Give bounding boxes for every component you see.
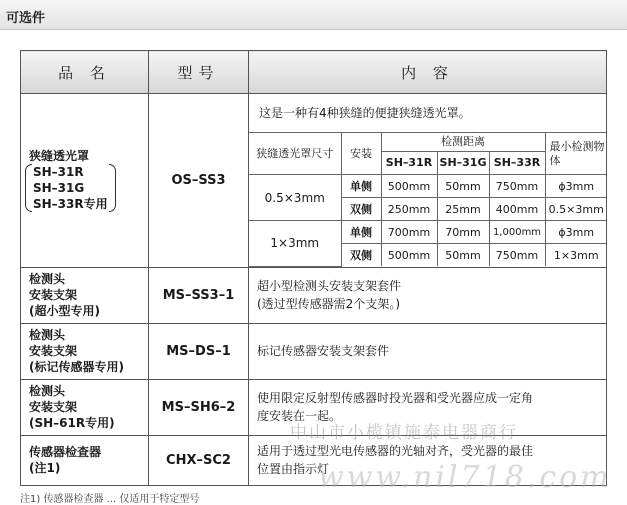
distance-cell: 1,000mm [489,221,545,244]
min-object-cell: 0.5×3mm [545,198,607,221]
distance-cell: 500mm [381,244,437,267]
slit-size-cell: 1×3mm [249,221,341,267]
description-line: 超小型检测头安装支架套件 [257,279,402,293]
product-name-cell [21,94,149,268]
product-name-line: 检测头 [29,272,66,286]
min-object-cell: 1×3mm [545,244,607,267]
min-object-cell: ϕ3mm [545,221,607,244]
distance-cell: 70mm [437,221,489,244]
model-cell: MS–DS–1 [149,323,249,379]
subheader-sh31r: SH–31R [381,152,437,175]
footer-note: 注1) 传感器检查器 ... 仅适用于特定型号 [20,494,200,505]
product-name-line: 检测头 [29,384,66,398]
product-name-line: 安装支架 [29,344,78,358]
description-line: 位置由指示灯 [257,462,330,476]
subheader-distance: 检测距离 [381,133,545,152]
product-name-line: SH–31R [33,165,84,180]
install-cell: 单侧 [341,175,381,198]
product-name-line: 检测头 [29,328,66,342]
subtable-row [249,221,607,244]
section-title: 可选件 [6,11,46,26]
product-name-line: (注1) [29,461,61,475]
product-name-line: (超小型专用) [29,304,100,318]
subheader-install: 安装 [341,133,381,175]
spec-subtable [249,132,607,267]
product-name-line: SH–33R专用 [33,197,108,212]
product-name-cell [21,435,149,485]
col-header-content: 内 容 [249,51,607,94]
product-name-line: 传感器检查器 [29,445,102,459]
subheader-min-object: 最小检测物体 [545,133,607,175]
description-line: 标记传感器安装支架套件 [257,344,390,358]
distance-cell: 500mm [381,175,437,198]
product-name-line: (SH–61R专用) [29,416,115,430]
subtable-row [249,175,607,198]
watermark-text: 中山市小榄镇施泰电器商行 [290,423,518,443]
install-cell: 双侧 [341,198,381,221]
product-name-cell [21,379,149,435]
product-name-line: 安装支架 [29,288,78,302]
product-name-line: SH–31G [33,181,85,196]
install-cell: 双侧 [341,244,381,267]
subheader-sh33r: SH–33R [489,152,545,175]
table-row [21,323,607,379]
subheader-slit-size: 狭缝透光罩尺寸 [249,133,341,175]
model-cell: MS–SH6–2 [149,379,249,435]
distance-cell: 50mm [437,175,489,198]
model-cell: MS–SS3–1 [149,267,249,323]
distance-cell: 250mm [381,198,437,221]
min-object-cell: ϕ3mm [545,175,607,198]
distance-cell: 400mm [489,198,545,221]
content-cell [249,94,607,268]
model-cell: OS–SS3 [149,94,249,268]
content-intro: 这是一种有4种狭缝的便捷狭缝透光罩。 [259,106,471,120]
distance-cell: 50mm [437,244,489,267]
description-line: 使用限定反射型传感器时投光器和受光器应成一定角 [257,391,534,405]
col-header-model: 型号 [149,51,249,94]
distance-cell: 25mm [437,198,489,221]
product-name-line: 安装支架 [29,400,78,414]
description-line: 度安装在一起。 [257,409,342,423]
product-name-cell [21,323,149,379]
table-row [21,94,607,268]
distance-cell: 750mm [489,244,545,267]
model-cell: CHX–SC2 [149,435,249,485]
product-name-line: 狭缝透光罩 [29,149,90,164]
table-header-row [21,51,607,94]
product-name-line: (标记传感器专用) [29,360,124,374]
content-cell [249,323,607,379]
subheader-sh31g: SH–31G [437,152,489,175]
install-cell: 单侧 [341,221,381,244]
content-cell [249,267,607,323]
model-list-bracket [25,164,108,212]
subtable-header-row [249,133,607,152]
slit-size-cell: 0.5×3mm [249,175,341,221]
distance-cell: 750mm [489,175,545,198]
distance-cell: 700mm [381,221,437,244]
description-line: 适用于透过型光电传感器的光轴对齐，受光器的最佳 [257,444,534,458]
section-title-bar [0,0,627,30]
table-row [21,267,607,323]
watermark-url: www.nil718.com [318,460,612,495]
description-line: (透过型传感器需2个支架。) [257,297,400,311]
product-name-cell [21,267,149,323]
col-header-name: 品 名 [21,51,149,94]
